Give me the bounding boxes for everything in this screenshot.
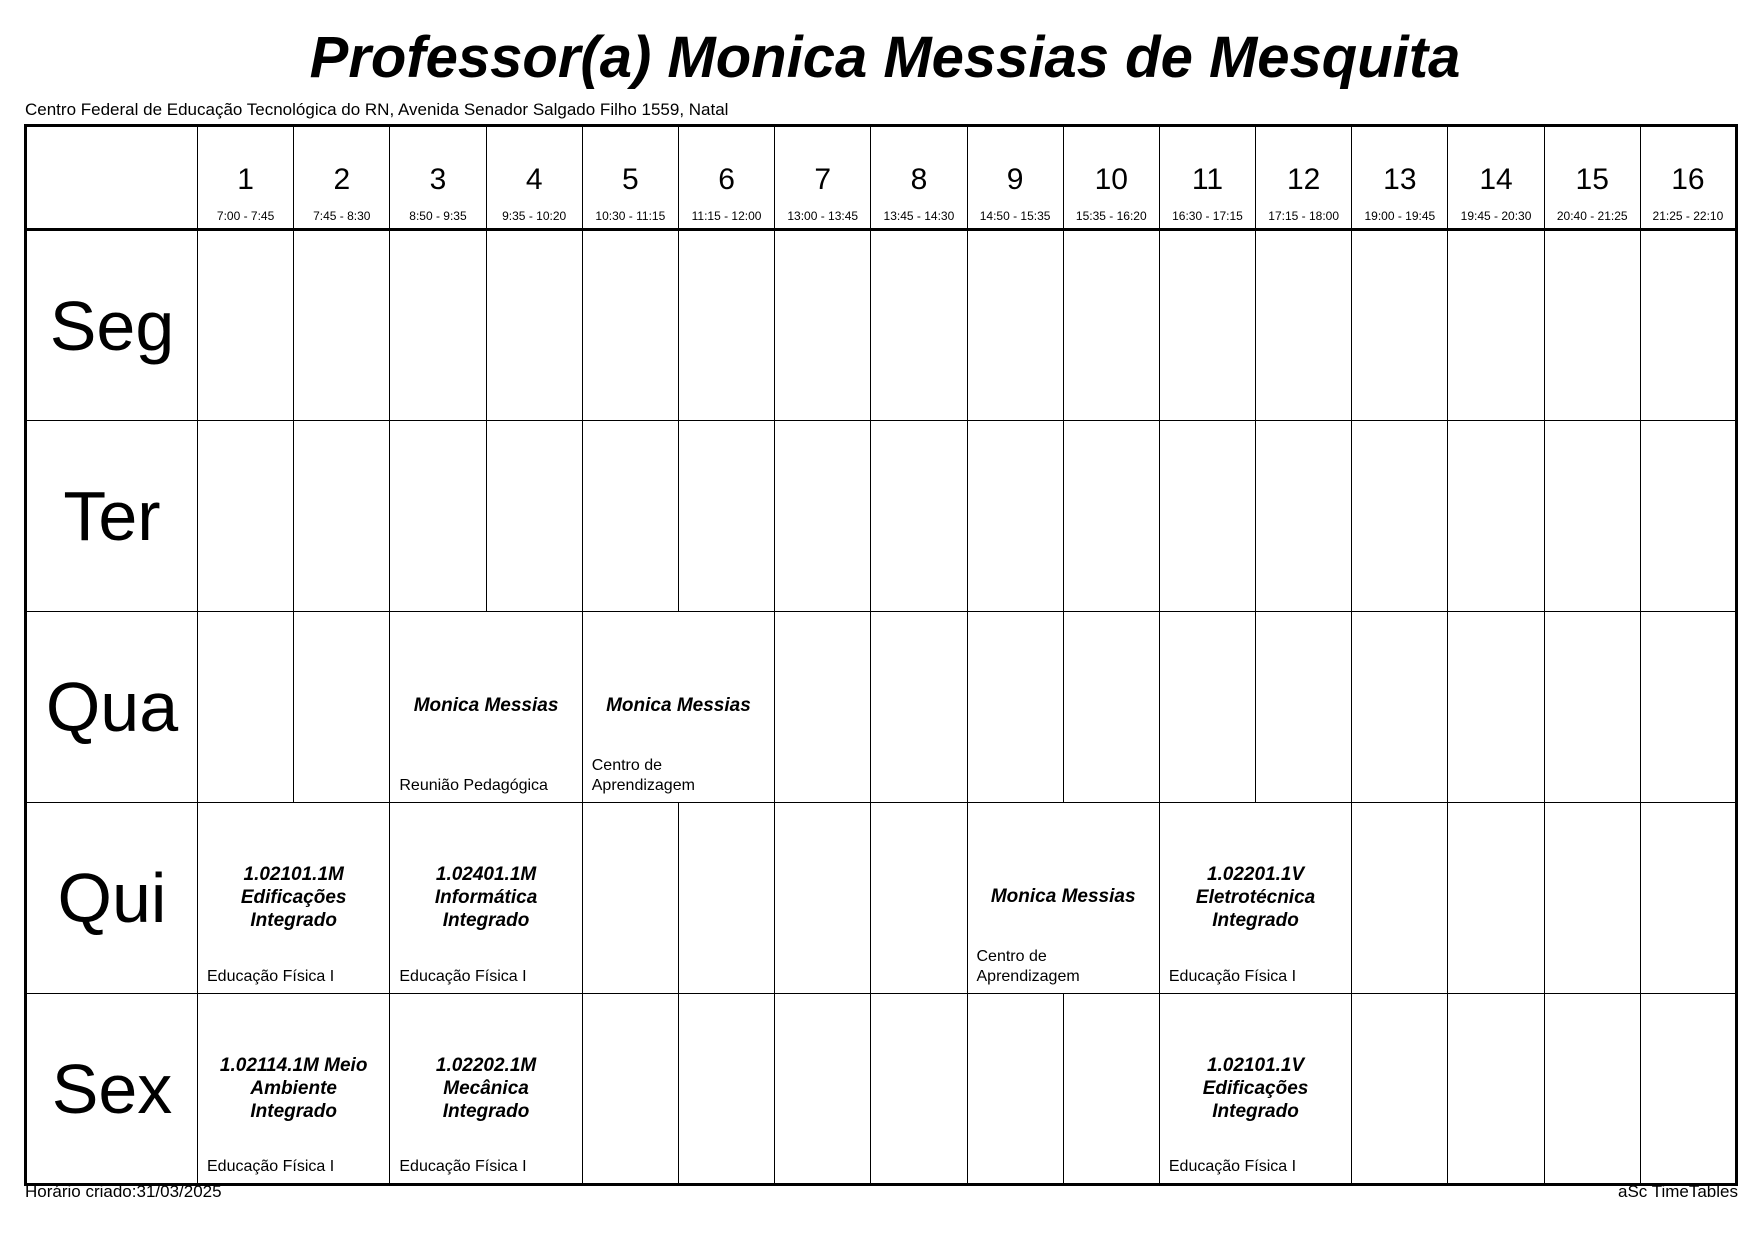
class-line: Ambiente: [250, 1078, 337, 1099]
empty-slot: [1640, 994, 1736, 1185]
lesson-subject: [1169, 1157, 1296, 1177]
period-number: 8: [910, 163, 928, 196]
lesson-card: [390, 803, 582, 994]
period-time: 16:30 - 17:15: [1172, 209, 1243, 223]
subject-line: Educação Física I: [1168, 968, 1297, 985]
period-header: [1063, 126, 1159, 230]
period-header: [775, 126, 871, 230]
day-row-qui: [26, 803, 1737, 994]
period-header: [1256, 126, 1352, 230]
empty-slot: [198, 230, 294, 421]
period-header: [582, 126, 678, 230]
period-header-row: [26, 126, 1737, 230]
corner-cell: [26, 126, 198, 230]
day-label: Qua: [26, 612, 198, 803]
period-header: [390, 126, 486, 230]
period-time: 7:00 - 7:45: [216, 209, 275, 223]
period-header: [871, 126, 967, 230]
subject-line: Educação Física I: [399, 968, 527, 985]
empty-slot: [1544, 230, 1640, 421]
period-number: 12: [1286, 163, 1321, 196]
period-header: [1640, 126, 1736, 230]
day-label: Qui: [26, 803, 198, 994]
empty-slot: [1256, 421, 1352, 612]
period-number: 5: [622, 163, 639, 196]
empty-slot: [1544, 994, 1640, 1185]
period-time: 9:35 - 10:20: [502, 209, 567, 223]
empty-slot: [1159, 421, 1255, 612]
subject-line: Aprendizagem: [976, 968, 1080, 985]
empty-slot: [294, 612, 390, 803]
period-number: 16: [1671, 163, 1705, 196]
empty-slot: [198, 612, 294, 803]
empty-slot: [1063, 421, 1159, 612]
class-line: Integrado: [250, 910, 337, 931]
class-line: Integrado: [1212, 1101, 1299, 1122]
lesson-card: [1159, 994, 1351, 1185]
empty-slot: [582, 803, 678, 994]
empty-slot: [1352, 612, 1448, 803]
empty-slot: [294, 230, 390, 421]
subject-line: Centro de: [591, 757, 663, 774]
empty-slot: [678, 230, 774, 421]
period-time: 15:35 - 16:20: [1075, 209, 1147, 223]
empty-slot: [967, 230, 1063, 421]
lesson-card: [390, 612, 582, 803]
empty-slot: [1352, 994, 1448, 1185]
class-line: 1.02201.1V: [1206, 864, 1305, 885]
class-line: Integrado: [250, 1101, 337, 1122]
period-time: 13:45 - 14:30: [883, 209, 955, 223]
empty-slot: [1352, 421, 1448, 612]
day-row-seg: [26, 230, 1737, 421]
lesson-class: [394, 1054, 577, 1123]
class-line: Monica Messias: [606, 695, 751, 716]
period-number: 14: [1479, 163, 1513, 196]
period-number: 4: [525, 163, 543, 196]
lesson-class: [394, 694, 577, 717]
class-line: Edificações: [240, 887, 347, 908]
period-time: 19:00 - 19:45: [1364, 209, 1436, 223]
lesson-class: [587, 694, 770, 717]
period-number: 15: [1575, 163, 1609, 196]
empty-slot: [1544, 421, 1640, 612]
day-label: Ter: [26, 421, 198, 612]
lesson-card: [390, 994, 582, 1185]
period-header: [678, 126, 774, 230]
lesson-subject: [207, 967, 334, 987]
created-date: Horário criado:31/03/2025: [25, 1182, 222, 1201]
empty-slot: [1448, 612, 1544, 803]
class-line: Informática: [434, 887, 538, 908]
class-line: Integrado: [442, 910, 530, 931]
empty-slot: [1544, 612, 1640, 803]
empty-slot: [1448, 230, 1544, 421]
subject-line: Reunião Pedagógica: [399, 777, 548, 794]
empty-slot: [1256, 230, 1352, 421]
empty-slot: [775, 421, 871, 612]
empty-slot: [967, 612, 1063, 803]
day-label: Seg: [26, 230, 198, 421]
empty-slot: [1352, 803, 1448, 994]
class-line: Monica Messias: [413, 695, 559, 716]
empty-slot: [678, 421, 774, 612]
empty-slot: [1640, 612, 1736, 803]
empty-slot: [1159, 612, 1255, 803]
subject-line: Educação Física I: [1168, 1158, 1297, 1175]
lesson-card: [1159, 803, 1351, 994]
empty-slot: [871, 421, 967, 612]
empty-slot: [1063, 230, 1159, 421]
period-number: 9: [1006, 163, 1024, 196]
empty-slot: [582, 994, 678, 1185]
class-line: Mecânica: [443, 1078, 529, 1099]
empty-slot: [294, 421, 390, 612]
software-credit: aSc TimeTables: [1618, 1182, 1738, 1201]
day-row-ter: [26, 421, 1737, 612]
period-header: [198, 126, 294, 230]
timetable: [24, 124, 1738, 1186]
lesson-subject: [977, 947, 1080, 987]
empty-slot: [775, 612, 871, 803]
empty-slot: [1063, 612, 1159, 803]
period-header: [1352, 126, 1448, 230]
lesson-class: [1164, 1054, 1347, 1123]
class-line: 1.02401.1M: [435, 864, 537, 885]
empty-slot: [871, 994, 967, 1185]
period-header: [1159, 126, 1255, 230]
lesson-card: [582, 612, 774, 803]
lesson-class: [972, 885, 1155, 908]
subject-line: Educação Física I: [207, 968, 335, 985]
empty-slot: [486, 230, 582, 421]
period-header: [486, 126, 582, 230]
empty-slot: [390, 421, 486, 612]
empty-slot: [967, 994, 1063, 1185]
empty-slot: [486, 421, 582, 612]
lesson-subject: [207, 1157, 334, 1177]
class-line: 1.02101.1V: [1206, 1055, 1305, 1076]
empty-slot: [871, 803, 967, 994]
lesson-subject: [399, 1157, 526, 1177]
period-header: [294, 126, 390, 230]
period-number: 2: [333, 163, 351, 196]
lesson-card: [198, 803, 390, 994]
empty-slot: [1448, 421, 1544, 612]
period-time: 14:50 - 15:35: [979, 209, 1051, 223]
lesson-subject: [1169, 967, 1296, 987]
empty-slot: [1352, 230, 1448, 421]
class-line: 1.02114.1M Meio: [219, 1055, 368, 1076]
subject-line: Centro de: [976, 948, 1047, 965]
lesson-card: [198, 994, 390, 1185]
day-label: Sex: [26, 994, 198, 1185]
empty-slot: [1640, 803, 1736, 994]
empty-slot: [871, 230, 967, 421]
class-line: Integrado: [1212, 910, 1299, 931]
lesson-class: [394, 863, 577, 932]
period-time: 8:50 - 9:35: [409, 209, 467, 223]
period-time: 7:45 - 8:30: [313, 209, 371, 223]
empty-slot: [775, 230, 871, 421]
lesson-class: [202, 863, 385, 932]
subject-line: Educação Física I: [399, 1158, 527, 1175]
class-line: 1.02202.1M: [435, 1055, 537, 1076]
period-number: 7: [814, 163, 832, 196]
page-title: Professor(a) Monica Messias de Mesquita: [309, 25, 1461, 90]
empty-slot: [775, 803, 871, 994]
empty-slot: [1640, 421, 1736, 612]
period-time: 21:25 - 22:10: [1652, 209, 1724, 223]
empty-slot: [775, 994, 871, 1185]
empty-slot: [390, 230, 486, 421]
lesson-subject: [399, 967, 526, 987]
period-time: 20:40 - 21:25: [1556, 209, 1628, 223]
empty-slot: [1448, 994, 1544, 1185]
period-time: 10:30 - 11:15: [595, 209, 666, 223]
day-row-qua: [26, 612, 1737, 803]
lesson-subject: [592, 756, 695, 796]
empty-slot: [967, 421, 1063, 612]
period-time: 11:15 - 12:00: [691, 209, 762, 223]
subject-line: Aprendizagem: [591, 777, 695, 794]
period-header: [1544, 126, 1640, 230]
empty-slot: [1448, 803, 1544, 994]
class-line: Edificações: [1202, 1078, 1309, 1099]
period-header: [1448, 126, 1544, 230]
lesson-class: [1164, 863, 1347, 932]
period-header: [967, 126, 1063, 230]
empty-slot: [582, 230, 678, 421]
period-number: 1: [237, 163, 254, 196]
class-line: Monica Messias: [990, 886, 1136, 907]
period-time: 17:15 - 18:00: [1268, 209, 1340, 223]
empty-slot: [678, 994, 774, 1185]
period-number: 3: [429, 163, 447, 196]
class-line: 1.02101.1M: [243, 864, 344, 885]
period-number: 13: [1383, 163, 1417, 196]
period-time: 19:45 - 20:30: [1460, 209, 1532, 223]
empty-slot: [1256, 612, 1352, 803]
empty-slot: [1063, 994, 1159, 1185]
subject-line: Educação Física I: [207, 1158, 335, 1175]
period-time: 13:00 - 13:45: [787, 209, 859, 223]
empty-slot: [1544, 803, 1640, 994]
day-row-sex: [26, 994, 1737, 1185]
lesson-subject: [399, 776, 548, 796]
empty-slot: [1640, 230, 1736, 421]
empty-slot: [871, 612, 967, 803]
empty-slot: [198, 421, 294, 612]
empty-slot: [582, 421, 678, 612]
period-number: 6: [718, 163, 735, 196]
school-address: Centro Federal de Educação Tecnológica do RN, Avenida Senador Salgado Filho 1559, Natal: [25, 100, 729, 119]
lesson-card: [967, 803, 1159, 994]
period-number: 11: [1191, 163, 1224, 196]
empty-slot: [678, 803, 774, 994]
period-number: 10: [1094, 163, 1128, 196]
lesson-class: [202, 1054, 385, 1123]
class-line: Eletrotécnica: [1195, 887, 1316, 908]
empty-slot: [1159, 230, 1255, 421]
class-line: Integrado: [442, 1101, 530, 1122]
